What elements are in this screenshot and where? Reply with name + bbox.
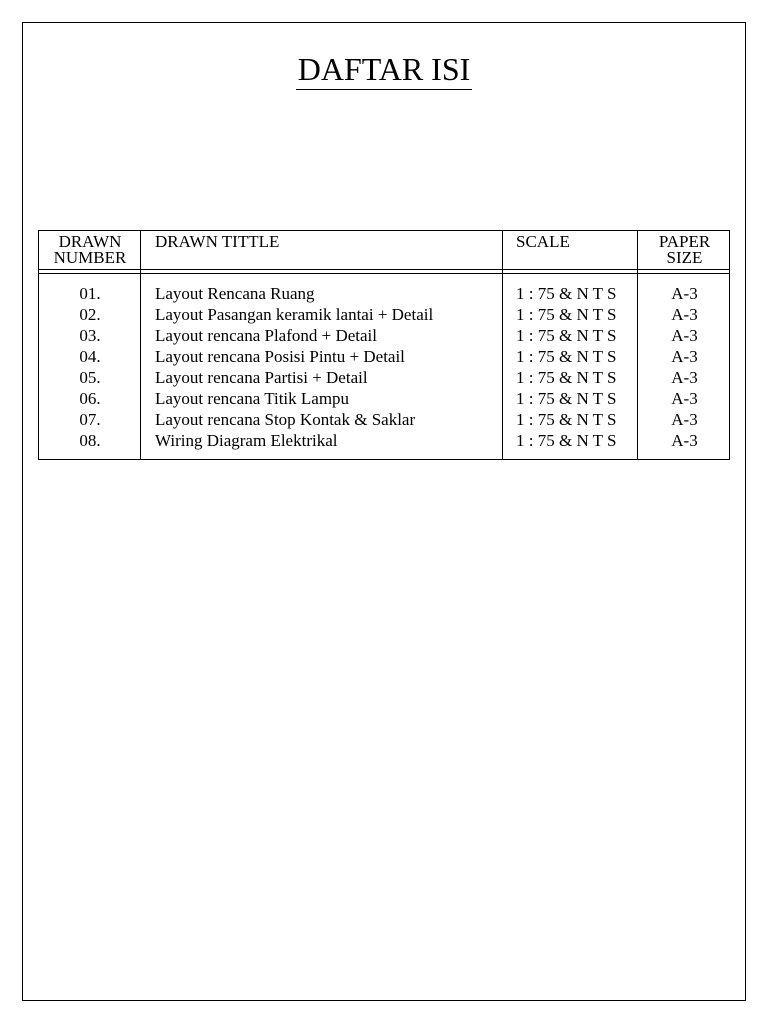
drawn-title-cell: Layout rencana Stop Kontak & Saklar bbox=[155, 410, 416, 429]
header-paper-size-line2: SIZE bbox=[666, 248, 703, 267]
drawn-title-cell: Layout rencana Posisi Pintu + Detail bbox=[155, 347, 405, 366]
drawn-number-cell: 06. bbox=[79, 389, 101, 408]
table-body bbox=[39, 283, 729, 451]
header-paper-size bbox=[638, 234, 731, 266]
drawing-index-table bbox=[38, 230, 730, 460]
paper-size-cell: A-3 bbox=[671, 389, 698, 408]
scale-cell: 1 : 75 & N T S bbox=[516, 410, 617, 429]
paper-size-cell: A-3 bbox=[671, 326, 698, 345]
drawn-number-cell: 03. bbox=[79, 326, 101, 345]
header-rule bbox=[39, 273, 729, 274]
header-drawn-number-line1: DRAWN bbox=[58, 232, 122, 251]
drawn-title-cell: Layout Rencana Ruang bbox=[155, 284, 315, 303]
scale-cell: 1 : 75 & N T S bbox=[516, 368, 617, 387]
drawn-number-cell: 07. bbox=[79, 410, 101, 429]
table-row bbox=[39, 346, 729, 367]
scale-cell: 1 : 75 & N T S bbox=[516, 326, 617, 345]
page-title-wrapper bbox=[0, 50, 768, 90]
table-row bbox=[39, 430, 729, 451]
header-drawn-title-label: DRAWN TITTLE bbox=[155, 232, 280, 251]
paper-size-cell: A-3 bbox=[671, 347, 698, 366]
drawn-title-cell: Layout Pasangan keramik lantai + Detail bbox=[155, 305, 434, 324]
drawn-number-cell: 02. bbox=[79, 305, 101, 324]
drawn-title-cell: Wiring Diagram Elektrikal bbox=[155, 431, 338, 450]
table-row bbox=[39, 409, 729, 430]
header-drawn-title bbox=[155, 234, 279, 250]
paper-size-cell: A-3 bbox=[671, 284, 698, 303]
scale-cell: 1 : 75 & N T S bbox=[516, 347, 617, 366]
scale-cell: 1 : 75 & N T S bbox=[516, 389, 617, 408]
paper-size-cell: A-3 bbox=[671, 368, 698, 387]
drawn-title-cell: Layout rencana Plafond + Detail bbox=[155, 326, 378, 345]
drawn-number-cell: 04. bbox=[79, 347, 101, 366]
header-scale bbox=[516, 234, 570, 250]
paper-size-cell: A-3 bbox=[671, 410, 698, 429]
table-row bbox=[39, 325, 729, 346]
table-row bbox=[39, 283, 729, 304]
page-title: DAFTAR ISI bbox=[296, 50, 473, 90]
table-row bbox=[39, 388, 729, 409]
table-row bbox=[39, 304, 729, 325]
header-scale-label: SCALE bbox=[516, 232, 570, 251]
drawn-number-cell: 01. bbox=[79, 284, 101, 303]
scale-cell: 1 : 75 & N T S bbox=[516, 431, 617, 450]
paper-size-cell: A-3 bbox=[671, 305, 698, 324]
table-row bbox=[39, 367, 729, 388]
drawn-number-cell: 05. bbox=[79, 368, 101, 387]
header-paper-size-line1: PAPER bbox=[658, 232, 711, 251]
paper-size-cell: A-3 bbox=[671, 431, 698, 450]
drawn-title-cell: Layout rencana Partisi + Detail bbox=[155, 368, 368, 387]
header-drawn-number bbox=[39, 234, 141, 266]
scale-cell: 1 : 75 & N T S bbox=[516, 284, 617, 303]
drawn-title-cell: Layout rencana Titik Lampu bbox=[155, 389, 350, 408]
header-drawn-number-line2: NUMBER bbox=[53, 248, 127, 267]
scale-cell: 1 : 75 & N T S bbox=[516, 305, 617, 324]
page-border bbox=[22, 22, 746, 1001]
header-rule bbox=[39, 269, 729, 270]
drawn-number-cell: 08. bbox=[79, 431, 101, 450]
